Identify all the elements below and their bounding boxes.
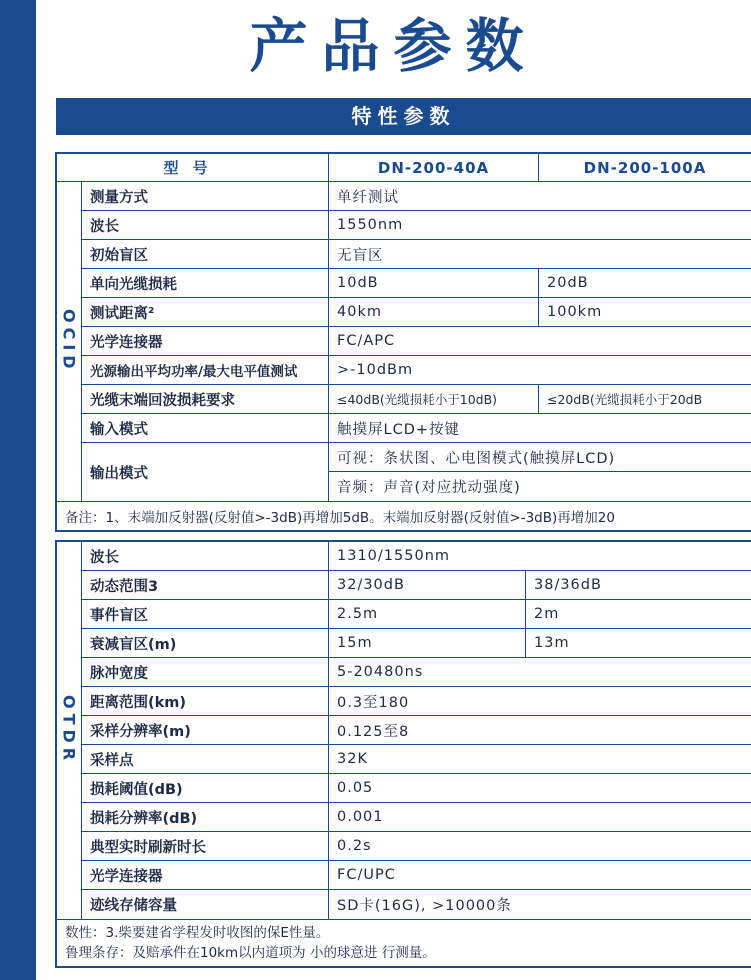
row-value: 单纤测试 xyxy=(337,189,399,206)
output-visual: 可视：条状图、心电图模式(触摸屏LCD) xyxy=(329,443,751,472)
output-mode-row xyxy=(82,443,751,501)
otdr-note-line-1: 数性：3.柴要建省学程发时收图的保E性量。 xyxy=(65,925,330,941)
row-value-b: 20dB xyxy=(547,275,589,291)
row-value-b: 100km xyxy=(547,304,603,320)
row-value: 触摸屏LCD+按键 xyxy=(337,421,461,438)
table-row xyxy=(82,571,751,600)
row-label: 脉冲宽度 xyxy=(82,658,329,686)
row-label: 典型实时刷新时长 xyxy=(82,832,329,860)
table-row xyxy=(82,861,751,890)
row-value: 32K xyxy=(337,751,368,767)
row-label: 单向光缆损耗 xyxy=(82,269,329,297)
otdr-spec-table xyxy=(55,540,751,968)
table-row xyxy=(82,832,751,861)
model-header: 型号 xyxy=(57,154,329,181)
row-value-a: 32/30dB xyxy=(329,571,526,599)
table-row xyxy=(82,414,751,443)
row-value-b: 2m xyxy=(534,606,560,622)
table-row xyxy=(82,211,751,240)
table-row xyxy=(82,240,751,269)
row-value-a: 10dB xyxy=(329,269,539,297)
row-value-a: 40km xyxy=(329,298,539,326)
left-accent-bar xyxy=(0,0,36,980)
page-title: 产品参数 xyxy=(249,12,538,80)
otdr-side-label: OTDR xyxy=(57,542,82,919)
row-label: 采样点 xyxy=(82,745,329,773)
row-label: 事件盲区 xyxy=(82,600,329,628)
row-label: 光学连接器 xyxy=(82,861,329,889)
row-value: 无盲区 xyxy=(337,247,384,264)
table-row xyxy=(82,356,751,385)
table-row xyxy=(82,687,751,716)
row-value: SD卡(16G), >10000条 xyxy=(337,898,512,914)
ocid-spec-table xyxy=(55,152,751,532)
ocid-side-label: OCID xyxy=(57,182,82,501)
model-b-header: DN-200-100A xyxy=(583,158,707,177)
row-value: 0.2s xyxy=(337,838,372,854)
table-row xyxy=(82,658,751,687)
row-value: FC/APC xyxy=(337,333,396,349)
row-label: 输入模式 xyxy=(82,414,329,442)
otdr-note-line-2: 鲁理条存：及赔承件在10km以内道项为 小的球意进 行测量。 xyxy=(65,945,436,961)
row-value: >-10dBm xyxy=(337,362,414,378)
table-row xyxy=(82,774,751,803)
row-label: 光缆末端回波损耗要求 xyxy=(82,385,329,413)
table-header-row xyxy=(57,154,751,182)
row-value-a: ≤40dB(光缆损耗小于10dB) xyxy=(329,385,539,413)
model-a-header: DN-200-40A xyxy=(329,154,539,181)
row-value-b: 13m xyxy=(534,635,570,651)
row-label: 初始盲区 xyxy=(82,240,329,268)
row-label: 测量方式 xyxy=(82,182,329,210)
row-label: 输出模式 xyxy=(82,443,329,501)
table-row xyxy=(82,542,751,571)
row-label: 光源输出平均功率/最大电平值测试 xyxy=(82,356,329,384)
row-label: 采样分辨率(m) xyxy=(82,716,329,744)
table-row xyxy=(82,385,751,414)
row-value: 0.3至180 xyxy=(337,694,410,711)
row-value-b: ≤20dB(光缆损耗小于20dB xyxy=(547,392,703,407)
output-audio: 音频：声音(对应扰动强度) xyxy=(337,480,521,496)
table-row xyxy=(82,600,751,629)
table-row xyxy=(82,327,751,356)
row-label: 测试距离² xyxy=(82,298,329,326)
ocid-note: 备注：1、末端加反射器(反射值>-3dB)再增加5dB。末端加反射器(反射值>-3dB)再增加20 xyxy=(65,510,615,526)
row-value: FC/UPC xyxy=(337,867,396,883)
otdr-note xyxy=(57,920,436,966)
table-row xyxy=(82,745,751,774)
table-row xyxy=(82,803,751,832)
table-row xyxy=(82,716,751,745)
row-label: 波长 xyxy=(82,211,329,239)
row-value-a: 2.5m xyxy=(329,600,526,628)
row-value-a: 15m xyxy=(329,629,526,657)
table-row xyxy=(82,890,751,919)
row-label: 迹线存储容量 xyxy=(82,890,329,919)
row-label: 距离范围(km) xyxy=(82,687,329,715)
row-label: 波长 xyxy=(82,542,329,570)
row-label: 动态范围3 xyxy=(82,571,329,599)
row-value: 0.001 xyxy=(337,809,384,825)
row-value-b: 38/36dB xyxy=(534,577,602,593)
table-row xyxy=(82,182,751,211)
table-row xyxy=(82,298,751,327)
section-banner: 特性参数 xyxy=(56,98,751,135)
table-row xyxy=(82,269,751,298)
row-label: 衰减盲区(m) xyxy=(82,629,329,657)
row-label: 损耗阈值(dB) xyxy=(82,774,329,802)
table-row xyxy=(82,629,751,658)
row-value: 5-20480ns xyxy=(337,664,424,680)
row-label: 光学连接器 xyxy=(82,327,329,355)
row-value: 0.125至8 xyxy=(337,723,410,740)
row-value: 0.05 xyxy=(337,780,374,796)
row-label: 损耗分辨率(dB) xyxy=(82,803,329,831)
row-value: 1310/1550nm xyxy=(337,548,451,564)
row-value: 1550nm xyxy=(337,217,404,233)
